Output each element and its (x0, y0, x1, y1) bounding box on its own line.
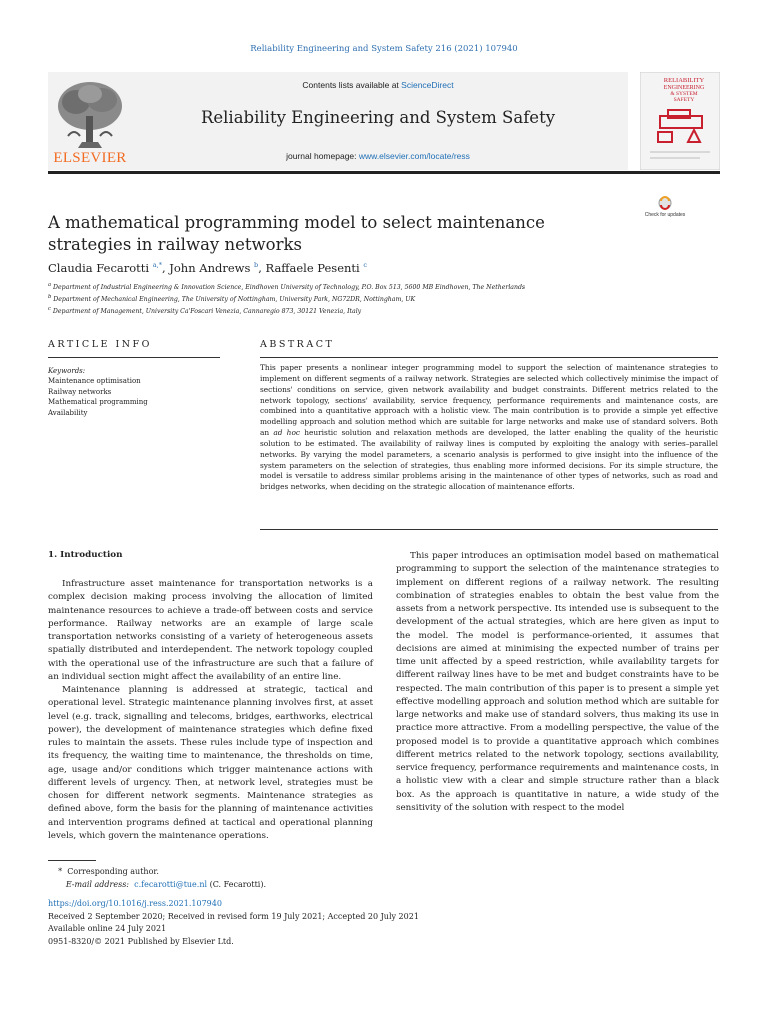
keyword-item: Mathematical programming (48, 398, 148, 407)
check-for-updates-label: Check for updates (644, 212, 686, 218)
affiliation-mark: a (48, 282, 52, 288)
available-online-date: Available online 24 July 2021 (48, 924, 167, 933)
header-rule (48, 171, 720, 174)
homepage-prefix: journal homepage: (286, 151, 359, 161)
contents-line (128, 80, 628, 90)
footnote-mark: * (58, 867, 63, 876)
journal-title: Reliability Engineering and System Safety (200, 108, 556, 127)
author-name: Claudia Fecarotti (48, 261, 150, 275)
body-right-column (396, 550, 719, 815)
abstract-text (260, 363, 718, 493)
publication-info (48, 898, 419, 948)
contents-prefix: Contents lists available at (302, 80, 402, 90)
paper-title: A mathematical programming model to select maintenance strategies in railway networks (48, 213, 545, 254)
received-dates: Received 2 September 2020; Received in revised form 19 July 2021; Accepted 20 July 2021 (48, 911, 419, 921)
footnote-rule (48, 860, 96, 861)
author-affiliation-mark[interactable]: c (363, 261, 368, 270)
doi-link[interactable]: https://doi.org/10.1016/j.ress.2021.107940 (48, 899, 222, 908)
abstract-italic-term: ad hoc (273, 428, 301, 438)
homepage-line (128, 151, 628, 161)
body-paragraph: Maintenance planning is addressed at strategic, tactical and operational level. Strategic maintenance planning involves first, at asset level (e.g. track, signalling and telecoms, bridges, earthworks, electrical power), the development of maintenance strategies which define fixed rules to maintain the assets. These rules include type of inspection and its frequency, the waiting time to maintenance, the thresholds on time, age, usage and/or conditions which trigger maintenance actions with different levels of urgency. Then, at network level, strategies must be chosen for different network segments. Maintenance strategies as defined above, form the basis for the planning of maintenance activities and intervention programs defined at tactical and operational planning levels, which govern the maintenance operations. (48, 685, 373, 841)
author-name: John Andrews (169, 261, 251, 275)
author-separator: , (258, 261, 266, 275)
publisher-wordmark: ELSEVIER (53, 150, 127, 166)
sciencedirect-link[interactable]: ScienceDirect (401, 80, 454, 90)
article-info-rule (48, 357, 220, 358)
body-paragraph: Infrastructure asset maintenance for transportation networks is a complex decision making process involving the allocation of limited maintenance resources to achieve a trade-off between costs and service performance. Railway networks are an example of large scale transportation networks consisting of a variety of heterogeneous assets spatially distributed and interdependent. The network topology coupled with the operational use of the infrastructure are such that a failure of an individual section might affect the availability of an entire line. (48, 579, 373, 682)
keyword-item: Availability (48, 408, 88, 417)
affiliation-mark: b (48, 294, 52, 300)
author-affiliation-mark[interactable]: b (254, 261, 259, 270)
author-separator: , (161, 261, 170, 275)
keywords-label: Keywords: (48, 367, 86, 375)
copyright-line: 0951-8320/© 2021 Published by Elsevier Ltd. (48, 936, 234, 946)
cover-title-line-3: & SYSTEM (670, 91, 698, 97)
affiliation (48, 306, 361, 315)
cover-title-line-2: ENGINEERING (663, 85, 705, 91)
affiliation (48, 294, 415, 303)
author-affiliation-mark[interactable]: a,* (152, 261, 162, 270)
cover-title-line-4: SAFETY (673, 97, 695, 103)
body-left-column (48, 578, 373, 843)
keywords-block (48, 366, 220, 418)
abstract-text-part: This paper presents a nonlinear integer programming model to support the selection of maintenance strategies to implement on different segments of a railway network. Strategies are selected which collectively minimise the impact of sections' conditions on service, given network availability and budget constraints. Different metrics related to the network topology, sections' availability, service frequency, performance requirements and maintenance costs, are combined into a quantitative approach with a holistic view. The main contribution is to provide a simple yet effective modelling approach and solution method which are suitable for large networks and make use of standard solvers. Both an (260, 363, 718, 438)
keyword-item: Railway networks (48, 387, 112, 396)
corresponding-author-label: Corresponding author. (67, 867, 159, 876)
cover-title-line-1: RELIABILITY (663, 77, 705, 84)
affiliation-text: Department of Management, University Ca'Foscari Venezia, Cannaregio 873, 30121 Venezia, Italy (52, 308, 362, 316)
abstract-rule (260, 357, 718, 358)
affiliation (48, 282, 525, 291)
author-list (48, 261, 367, 275)
running-head: Reliability Engineering and System Safety 216 (2021) 107940 (250, 44, 518, 54)
author-name: Raffaele Pesenti (265, 261, 360, 275)
email-owner: (C. Fecarotti). (209, 879, 267, 889)
author-email-link[interactable]: c.fecarotti@tue.nl (134, 879, 208, 889)
affiliation-mark: c (48, 306, 51, 312)
footnote (48, 866, 266, 891)
introduction-heading: 1. Introduction (48, 550, 123, 560)
email-line (48, 879, 266, 892)
affiliation-text: Department of Industrial Engineering & Innovation Science, Eindhoven University of Technology, P.O. Box 513, 5600 MB Eindhoven, The Netherlands (53, 284, 526, 292)
keyword-item: Maintenance optimisation (48, 377, 141, 386)
abstract-text-part: heuristic solution and relaxation methods are developed, the latter enabling the quality of the heuristic solution to be estimated. The availability of railway lines is computed by exploiting the analogy with series–parallel networks. By varying the model parameters, a scenario analysis is performed to give insight into the influence of the system parameters on the selection of strategies, thus enabling more informed decisions. For its simple structure, the model is versatile to address similar problems arising in the maintenance of other types of networks, such as road and bridges networks, when deciding on the strategic allocation of maintenance efforts. (260, 428, 719, 492)
affiliation-text: Department of Mechanical Engineering, The University of Nottingham, University Park, NG72DR, Nottingham, UK (53, 296, 416, 304)
abstract-end-rule (260, 529, 718, 530)
abstract-heading: ABSTRACT (260, 339, 335, 350)
corresponding-author-note (48, 866, 266, 879)
email-label: E-mail address: (65, 879, 129, 889)
journal-homepage-link[interactable]: www.elsevier.com/locate/ress (358, 151, 470, 161)
body-paragraph: This paper introduces an optimisation model based on mathematical programming to support the selection of the maintenance strategies to implement on different regions of a railway network. The resulting combination of strategies enables to obtain the best value from the assets from a network perspective. Its intended use is subsequent to the development of the actual strategies, which are here given as input to the model. The model is performance-oriented, it assumes that decisions are aimed at minimising the expected number of trains per time unit affected by a speed restriction, while availability targets for different railway lines have to be met and budget constraints have to be respected. The main contribution of this paper is to present a simple yet effective modelling approach and solution method which are suitable for large networks and make use of standard solvers, thus making its use in practice more attractive. From a modelling perspective, the value of the proposed model is to provide a quantitative approach which combines different metrics related to the network topology, sections availability, service frequency, performance requirements and maintenance costs, in a holistic view with a clear and simple structure rather than a black box. As the approach is quantitative in nature, a wide study of the sensitivity of the solution with respect to the model (396, 551, 719, 813)
article-info-heading: ARTICLE INFO (48, 339, 152, 350)
journal-cover-image (640, 72, 720, 170)
